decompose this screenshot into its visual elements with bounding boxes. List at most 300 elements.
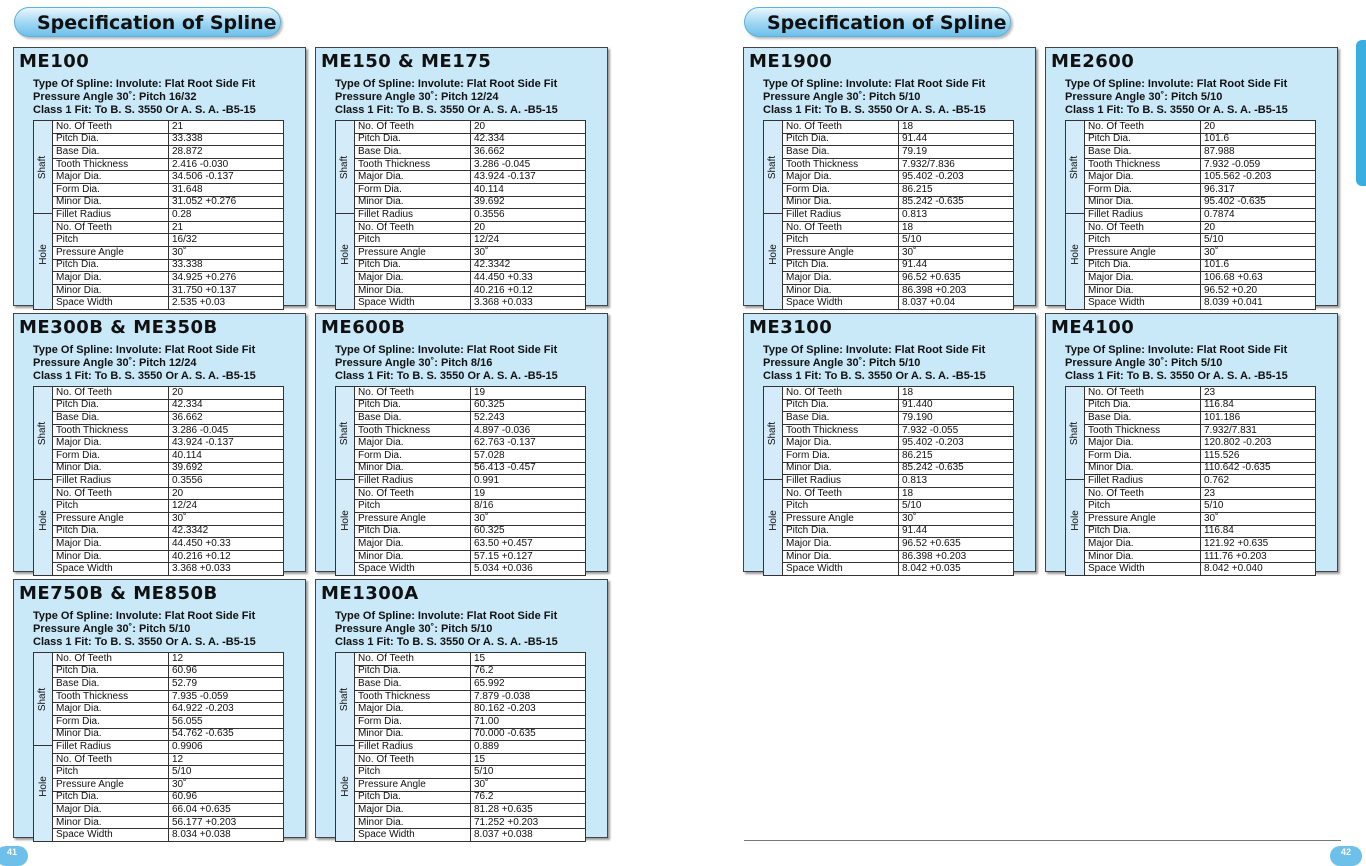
parameter-value: 63.50 +0.457 [471, 538, 586, 551]
spline-spec-card [315, 47, 608, 309]
shaft-row [1085, 171, 1316, 184]
spec-values-table [52, 120, 284, 310]
parameter-name: Fillet Radius [53, 475, 169, 488]
parameter-name: Major Dia. [1085, 538, 1201, 551]
shaft-row [1085, 412, 1316, 425]
parameter-name: Space Width [355, 563, 471, 576]
parameter-value: 30˚ [471, 512, 586, 525]
spline-spec-card [13, 313, 306, 575]
parameter-value: 57.15 +0.127 [471, 550, 586, 563]
shaft-row [783, 449, 1014, 462]
shaft-row [355, 196, 586, 209]
parameter-name: No. Of Teeth [53, 487, 169, 500]
spec-values-table [782, 120, 1014, 310]
hole-label: Hole [767, 510, 779, 531]
parameter-value: 34.925 +0.276 [169, 272, 284, 285]
hole-row [53, 284, 284, 297]
card-title: ME4100 [1051, 317, 1135, 338]
parameter-value: 3.286 -0.045 [471, 158, 586, 171]
shaft-row [783, 412, 1014, 425]
hole-row [1085, 284, 1316, 297]
spline-spec-card [743, 47, 1036, 309]
spec-values-table [782, 386, 1014, 576]
parameter-name: Major Dia. [53, 437, 169, 450]
parameter-name: No. Of Teeth [783, 387, 899, 400]
parameter-value: 86.398 +0.203 [899, 550, 1014, 563]
parameter-value: 8.042 +0.040 [1201, 563, 1316, 576]
parameter-name: Space Width [1085, 297, 1201, 310]
fit-class: Class 1 Fit: To B. S. 3550 Or A. S. A. -B5-15 [763, 370, 986, 382]
parameter-value: 95.402 -0.203 [899, 171, 1014, 184]
spline-spec-card [13, 579, 306, 841]
parameter-value: 76.2 [471, 665, 586, 678]
parameter-name: No. Of Teeth [53, 753, 169, 766]
hole-row [355, 829, 586, 842]
parameter-name: Base Dia. [783, 146, 899, 159]
hole-row [355, 804, 586, 817]
shaft-row [355, 678, 586, 691]
parameter-value: 33.338 [169, 133, 284, 146]
fit-class: Class 1 Fit: To B. S. 3550 Or A. S. A. -B5-15 [33, 104, 256, 116]
parameter-name: No. Of Teeth [1085, 387, 1201, 400]
parameter-name: No. Of Teeth [53, 221, 169, 234]
parameter-name: Pressure Angle [1085, 246, 1201, 259]
shaft-row [1085, 209, 1316, 222]
shaft-label: Shaft [339, 421, 351, 445]
parameter-value: 30˚ [1201, 512, 1316, 525]
shaft-label: Shaft [37, 155, 49, 179]
parameter-value: 0.3556 [169, 475, 284, 488]
parameter-name: Form Dia. [1085, 449, 1201, 462]
parameter-name: Tooth Thickness [53, 158, 169, 171]
parameter-name: Base Dia. [53, 678, 169, 691]
parameter-name: Pitch [53, 766, 169, 779]
parameter-name: Pitch Dia. [783, 399, 899, 412]
hole-row [53, 525, 284, 538]
hole-row [783, 297, 1014, 310]
section-labels [335, 120, 354, 310]
shaft-row [1085, 387, 1316, 400]
spec-table [335, 652, 586, 842]
parameter-value: 30˚ [899, 512, 1014, 525]
parameter-name: Pitch [1085, 234, 1201, 247]
parameter-value: 105.562 -0.203 [1201, 171, 1316, 184]
parameter-value: 56.413 -0.457 [471, 462, 586, 475]
parameter-value: 5/10 [169, 766, 284, 779]
shaft-row [53, 412, 284, 425]
parameter-name: Space Width [53, 829, 169, 842]
spline-type: Type Of Spline: Involute: Flat Root Side Fit [1065, 344, 1288, 356]
parameter-value: 20 [169, 387, 284, 400]
spec-values-table [354, 386, 586, 576]
footer-rule [744, 840, 1341, 841]
parameter-name: No. Of Teeth [355, 653, 471, 666]
parameter-value: 85.242 -0.635 [899, 196, 1014, 209]
hole-row [53, 538, 284, 551]
parameter-value: 34.506 -0.137 [169, 171, 284, 184]
section-labels [335, 652, 354, 842]
parameter-name: Minor Dia. [53, 728, 169, 741]
hole-row [783, 525, 1014, 538]
parameter-name: Tooth Thickness [783, 158, 899, 171]
parameter-name: Form Dia. [355, 449, 471, 462]
parameter-name: Major Dia. [53, 171, 169, 184]
spec-table [763, 120, 1014, 310]
shaft-label: Shaft [37, 687, 49, 711]
spec-values-table [354, 652, 586, 842]
parameter-value: 31.648 [169, 183, 284, 196]
parameter-value: 8.042 +0.035 [899, 563, 1014, 576]
shaft-row [355, 475, 586, 488]
parameter-value: 42.334 [471, 133, 586, 146]
parameter-value: 20 [471, 221, 586, 234]
shaft-row [783, 196, 1014, 209]
parameter-name: Pitch Dia. [783, 133, 899, 146]
parameter-value: 30˚ [169, 246, 284, 259]
shaft-row [1085, 424, 1316, 437]
parameter-name: No. Of Teeth [783, 487, 899, 500]
parameter-value: 87.988 [1201, 146, 1316, 159]
shaft-row [355, 209, 586, 222]
section-labels [33, 652, 52, 842]
hole-section-label [34, 214, 52, 295]
parameter-value: 60.96 [169, 791, 284, 804]
parameter-value: 60.325 [471, 399, 586, 412]
parameter-name: Pitch Dia. [355, 259, 471, 272]
parameter-name: Space Width [53, 297, 169, 310]
hole-row [355, 550, 586, 563]
shaft-row [355, 703, 586, 716]
shaft-label: Shaft [1069, 421, 1081, 445]
parameter-name: Minor Dia. [53, 462, 169, 475]
spline-type: Type Of Spline: Involute: Flat Root Side Fit [33, 78, 256, 90]
spline-type: Type Of Spline: Involute: Flat Root Side Fit [33, 610, 256, 622]
parameter-value: 96.52 +0.635 [899, 538, 1014, 551]
hole-row [1085, 259, 1316, 272]
shaft-row [783, 462, 1014, 475]
shaft-row [355, 449, 586, 462]
hole-row [53, 221, 284, 234]
parameter-value: 40.216 +0.12 [169, 550, 284, 563]
card-title: ME100 [19, 51, 90, 72]
parameter-value: 0.3556 [471, 209, 586, 222]
pressure-angle-pitch: Pressure Angle 30˚: Pitch 5/10 [763, 91, 921, 103]
hole-row [783, 234, 1014, 247]
hole-label: Hole [37, 776, 49, 797]
hole-row [53, 829, 284, 842]
parameter-value: 15 [471, 753, 586, 766]
hole-row [355, 221, 586, 234]
shaft-label: Shaft [767, 421, 779, 445]
parameter-name: No. Of Teeth [53, 121, 169, 134]
parameter-value: 0.813 [899, 475, 1014, 488]
section-labels [1065, 386, 1084, 576]
parameter-value: 42.334 [169, 399, 284, 412]
spline-spec-card [13, 47, 306, 309]
hole-row [1085, 512, 1316, 525]
hole-row [783, 538, 1014, 551]
shaft-row [1085, 196, 1316, 209]
parameter-value: 30˚ [1201, 246, 1316, 259]
card-title: ME3100 [749, 317, 833, 338]
parameter-name: Pressure Angle [53, 778, 169, 791]
hole-row [355, 234, 586, 247]
shaft-row [1085, 462, 1316, 475]
parameter-name: Minor Dia. [783, 550, 899, 563]
card-title: ME300B & ME350B [19, 317, 218, 338]
hole-row [783, 550, 1014, 563]
shaft-row [783, 387, 1014, 400]
shaft-section-label [34, 653, 52, 746]
spec-table [763, 386, 1014, 576]
shaft-row [53, 209, 284, 222]
hole-row [1085, 487, 1316, 500]
spec-values-table [52, 652, 284, 842]
hole-row [1085, 272, 1316, 285]
parameter-value: 86.215 [899, 183, 1014, 196]
parameter-name: Major Dia. [53, 703, 169, 716]
section-labels [33, 120, 52, 310]
hole-row [355, 297, 586, 310]
hole-row [53, 563, 284, 576]
shaft-row [53, 133, 284, 146]
parameter-value: 57.028 [471, 449, 586, 462]
parameter-value: 60.96 [169, 665, 284, 678]
parameter-name: Form Dia. [53, 183, 169, 196]
parameter-value: 28.872 [169, 146, 284, 159]
hole-row [53, 816, 284, 829]
hole-row [1085, 550, 1316, 563]
shaft-row [355, 146, 586, 159]
hole-row [783, 512, 1014, 525]
spec-table [1065, 120, 1316, 310]
hole-row [783, 246, 1014, 259]
parameter-name: Pitch [355, 234, 471, 247]
parameter-name: Fillet Radius [53, 209, 169, 222]
hole-row [783, 221, 1014, 234]
parameter-value: 20 [471, 121, 586, 134]
pressure-angle-pitch: Pressure Angle 30˚: Pitch 16/32 [33, 91, 197, 103]
parameter-value: 71.252 +0.203 [471, 816, 586, 829]
parameter-value: 91.44 [899, 259, 1014, 272]
parameter-name: Fillet Radius [355, 475, 471, 488]
parameter-value: 30˚ [471, 246, 586, 259]
parameter-value: 95.402 -0.635 [1201, 196, 1316, 209]
shaft-row [53, 665, 284, 678]
hole-row [53, 778, 284, 791]
parameter-name: Pressure Angle [783, 512, 899, 525]
parameter-value: 36.662 [169, 412, 284, 425]
card-title: ME2600 [1051, 51, 1135, 72]
parameter-value: 40.114 [471, 183, 586, 196]
parameter-value: 42.3342 [471, 259, 586, 272]
parameter-value: 115.526 [1201, 449, 1316, 462]
parameter-name: Pitch Dia. [355, 399, 471, 412]
parameter-name: Pitch Dia. [783, 259, 899, 272]
parameter-name: Fillet Radius [355, 741, 471, 754]
parameter-name: Minor Dia. [1085, 550, 1201, 563]
parameter-name: Minor Dia. [783, 462, 899, 475]
spline-spec-card [743, 313, 1036, 575]
shaft-row [355, 171, 586, 184]
fit-class: Class 1 Fit: To B. S. 3550 Or A. S. A. -B5-15 [335, 636, 558, 648]
hole-section-label [764, 214, 782, 295]
parameter-value: 96.52 +0.20 [1201, 284, 1316, 297]
section-labels [763, 120, 782, 310]
parameter-name: Tooth Thickness [1085, 424, 1201, 437]
hole-row [783, 500, 1014, 513]
fit-class: Class 1 Fit: To B. S. 3550 Or A. S. A. -B5-15 [1065, 370, 1288, 382]
parameter-name: Form Dia. [355, 715, 471, 728]
parameter-name: Minor Dia. [355, 462, 471, 475]
parameter-value: 12/24 [169, 500, 284, 513]
parameter-name: Minor Dia. [355, 550, 471, 563]
shaft-row [53, 741, 284, 754]
parameter-name: Form Dia. [53, 449, 169, 462]
parameter-value: 23 [1201, 387, 1316, 400]
parameter-value: 8/16 [471, 500, 586, 513]
hole-row [1085, 563, 1316, 576]
hole-row [783, 272, 1014, 285]
parameter-name: Tooth Thickness [355, 424, 471, 437]
hole-row [53, 259, 284, 272]
parameter-name: Base Dia. [355, 412, 471, 425]
shaft-label: Shaft [767, 155, 779, 179]
parameter-name: Minor Dia. [783, 196, 899, 209]
parameter-name: Pressure Angle [53, 512, 169, 525]
shaft-section-label [1066, 387, 1084, 480]
hole-row [1085, 221, 1316, 234]
parameter-value: 21 [169, 221, 284, 234]
parameter-value: 42.3342 [169, 525, 284, 538]
parameter-name: Fillet Radius [1085, 475, 1201, 488]
hole-row [1085, 525, 1316, 538]
parameter-value: 116.84 [1201, 399, 1316, 412]
parameter-value: 43.924 -0.137 [169, 437, 284, 450]
parameter-name: Pitch [1085, 500, 1201, 513]
parameter-value: 30˚ [471, 778, 586, 791]
parameter-value: 0.889 [471, 741, 586, 754]
hole-row [1085, 297, 1316, 310]
parameter-name: Minor Dia. [1085, 284, 1201, 297]
spline-spec-card [315, 579, 608, 841]
parameter-value: 15 [471, 653, 586, 666]
parameter-value: 81.28 +0.635 [471, 804, 586, 817]
parameter-value: 0.991 [471, 475, 586, 488]
parameter-value: 2.535 +0.03 [169, 297, 284, 310]
hole-label: Hole [767, 244, 779, 265]
spec-table [33, 120, 284, 310]
parameter-value: 62.763 -0.137 [471, 437, 586, 450]
parameter-name: No. Of Teeth [355, 221, 471, 234]
card-title: ME1900 [749, 51, 833, 72]
parameter-name: Space Width [355, 297, 471, 310]
hole-label: Hole [37, 244, 49, 265]
parameter-value: 79.19 [899, 146, 1014, 159]
parameter-value: 91.44 [899, 133, 1014, 146]
parameter-name: Minor Dia. [53, 550, 169, 563]
hole-row [53, 234, 284, 247]
parameter-name: Base Dia. [1085, 412, 1201, 425]
hole-row [355, 778, 586, 791]
parameter-name: Space Width [53, 563, 169, 576]
parameter-value: 44.450 +0.33 [169, 538, 284, 551]
pressure-angle-pitch: Pressure Angle 30˚: Pitch 12/24 [335, 91, 499, 103]
pressure-angle-pitch: Pressure Angle 30˚: Pitch 5/10 [1065, 91, 1223, 103]
shaft-row [355, 424, 586, 437]
pressure-angle-pitch: Pressure Angle 30˚: Pitch 5/10 [335, 623, 493, 635]
shaft-row [783, 133, 1014, 146]
parameter-name: Pitch Dia. [1085, 399, 1201, 412]
parameter-name: Minor Dia. [355, 728, 471, 741]
shaft-row [355, 158, 586, 171]
hole-row [355, 753, 586, 766]
parameter-name: Minor Dia. [783, 284, 899, 297]
parameter-name: Pressure Angle [53, 246, 169, 259]
shaft-row [1085, 133, 1316, 146]
section-labels [335, 386, 354, 576]
hole-row [53, 804, 284, 817]
shaft-row [53, 449, 284, 462]
parameter-name: Pitch Dia. [355, 791, 471, 804]
parameter-name: Minor Dia. [53, 816, 169, 829]
parameter-value: 0.28 [169, 209, 284, 222]
hole-row [355, 284, 586, 297]
hole-row [783, 487, 1014, 500]
hole-row [783, 259, 1014, 272]
parameter-name: Minor Dia. [1085, 462, 1201, 475]
pressure-angle-pitch: Pressure Angle 30˚: Pitch 8/16 [335, 357, 493, 369]
parameter-value: 30˚ [169, 512, 284, 525]
shaft-row [53, 196, 284, 209]
parameter-value: 95.402 -0.203 [899, 437, 1014, 450]
parameter-name: Pitch Dia. [53, 665, 169, 678]
parameter-value: 21 [169, 121, 284, 134]
parameter-name: Base Dia. [783, 412, 899, 425]
spline-type: Type Of Spline: Involute: Flat Root Side Fit [1065, 78, 1288, 90]
parameter-value: 31.750 +0.137 [169, 284, 284, 297]
parameter-name: Major Dia. [53, 272, 169, 285]
spline-type: Type Of Spline: Involute: Flat Root Side Fit [763, 78, 986, 90]
hole-section-label [336, 480, 354, 561]
parameter-name: Minor Dia. [355, 816, 471, 829]
shaft-row [1085, 437, 1316, 450]
parameter-name: Fillet Radius [1085, 209, 1201, 222]
hole-row [783, 284, 1014, 297]
shaft-row [53, 387, 284, 400]
parameter-name: Form Dia. [53, 715, 169, 728]
spline-type: Type Of Spline: Involute: Flat Root Side Fit [335, 78, 558, 90]
pressure-angle-pitch: Pressure Angle 30˚: Pitch 12/24 [33, 357, 197, 369]
shaft-row [355, 412, 586, 425]
parameter-name: Pitch Dia. [53, 399, 169, 412]
shaft-row [53, 678, 284, 691]
side-index-tab[interactable] [1356, 40, 1366, 186]
parameter-value: 30˚ [899, 246, 1014, 259]
section-labels [763, 386, 782, 576]
parameter-value: 106.68 +0.63 [1201, 272, 1316, 285]
parameter-name: Tooth Thickness [355, 690, 471, 703]
shaft-label: Shaft [339, 687, 351, 711]
parameter-name: Major Dia. [355, 538, 471, 551]
spec-table [33, 652, 284, 842]
right-page-title: Specification of Spline [744, 7, 1011, 37]
parameter-name: Minor Dia. [355, 196, 471, 209]
parameter-value: 86.398 +0.203 [899, 284, 1014, 297]
parameter-name: Base Dia. [1085, 146, 1201, 159]
spec-values-table [1084, 386, 1316, 576]
spec-values-table [1084, 120, 1316, 310]
